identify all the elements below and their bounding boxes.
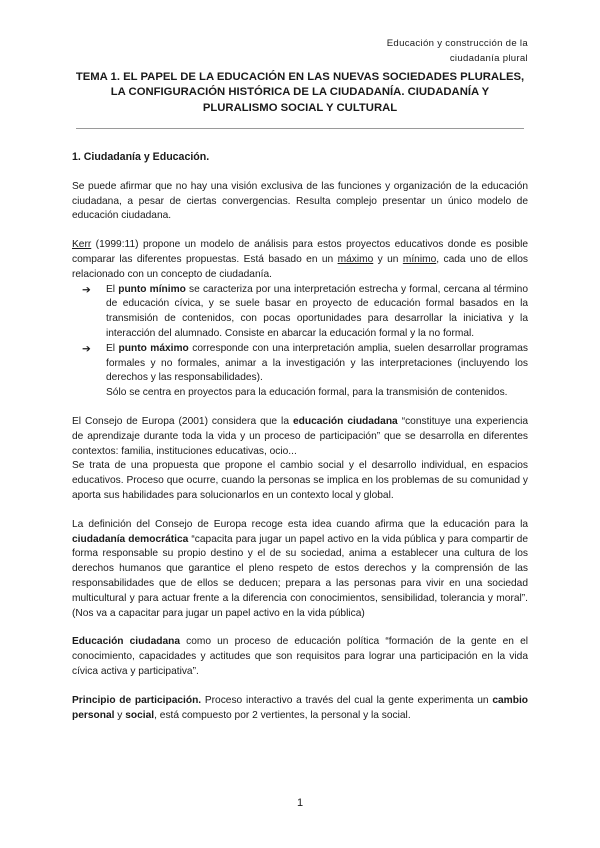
- minimo-term: mínimo: [402, 253, 437, 265]
- paragraph-definicion: La definición del Consejo de Europa recoge esta idea cuando afirma que la educación para la ciudadanía democrática “capacita para jugar un papel activo en la vida pública y para compartir de forma responsable su propio destino y el de su sociedad, anima a establecer una cultura de los derechos humanos que garantice el pleno respeto de estos derechos y la comprensión de las responsabilidades que de ellos se deducen; prepara a las personas para vivir en una sociedad multicultural y para actuar frente a la diferencia con conocimientos, sensibilidad, tolerancia y moral”. (Nos va a capacitar para jugar un papel activo en la vida pública): [72, 518, 528, 619]
- bullet-term: punto mínimo: [118, 283, 186, 295]
- paragraph-kerr: Kerr (1999:11) propone un modelo de análisis para estos proyectos educativos donde es posible comparar las diferentes propuestas. Está basado en un máximo y un mínimo, cada uno de ellos relacionado con un concepto de ciudadanía.: [72, 239, 529, 280]
- bullet-list: [72, 283, 528, 387]
- running-header-line-2: ciudadanía plural: [449, 53, 528, 64]
- paragraph-propuesta: Se trata de una propuesta que propone el cambio social y el desarrollo individual, en espacios educativos. Proceso que ocurre, cuando la personas se implica en los problemas de su comunidad y aporta sus habilidades para solucionarlos en un contexto local y global.: [72, 460, 528, 501]
- page-number: 1: [296, 797, 304, 809]
- document-title: TEMA 1. EL PAPEL DE LA EDUCACIÓN EN LAS NUEVAS SOCIEDADES PLURALES, LA CONFIGURACIÓN HISTÓRICA DE LA CIUDADANÍA. CIUDADANÍA Y PLURALISMO SOCIAL Y CULTURAL: [75, 71, 525, 114]
- paragraph-educacion-ciudadana: Educación ciudadana como un proceso de educación política “formación de la gente en el conocimiento, capacidades y actitudes que son requisitos para lograr una participación en la vida cívica activa y participativa”.: [72, 636, 528, 677]
- arrow-right-icon: ➔: [82, 342, 91, 355]
- paragraph-participacion: Principio de participación. Proceso interactivo a través del cual la gente experimenta un cambio personal y social, está compuesto por 2 vertientes, la personal y la social.: [72, 694, 528, 721]
- kerr-reference: Kerr: [72, 239, 92, 251]
- arrow-right-icon: ➔: [82, 283, 91, 296]
- list-item: ➔ El punto máximo corresponde con una interpretación amplia, suelen desarrollar programas formales y no formales, animar a la investigación y las interpretaciones (incluyendo los derechos y las responsabilidades).: [82, 342, 529, 384]
- list-item: ➔ El punto mínimo se caracteriza por una interpretación estrecha y formal, cercana al término de educación cívica, y se suele basar en proyecto de educación formal basados en la transmisión de contenidos, con pocas oportunidades para desarrollar la iniciativa y la interacción del alumnado. Consiste en abarcar la educación formal y la no formal.: [82, 283, 529, 339]
- section-heading: 1. Ciudadanía y Educación.: [72, 151, 210, 163]
- title-divider: [76, 128, 524, 129]
- maximo-term: máximo: [337, 253, 374, 265]
- paragraph-consejo: El Consejo de Europa (2001) considera que la educación ciudadana “constituye una experiencia de aprendizaje durante toda la vida y un proceso de participación” que se desarrolla en diferentes contextos: familia, instituciones educativas, ocio...: [72, 415, 528, 457]
- bullet-term: punto máximo: [118, 342, 189, 354]
- bullet-note: Sólo se centra en proyectos para la educación formal, para la transmisión de contenidos.: [106, 387, 508, 399]
- paragraph-intro: Se puede afirmar que no hay una visión exclusiva de las funciones y organización de la educación ciudadana, a pesar de ciertas convergencias. Resulta complejo presentar un único modelo de educación ciudadana.: [72, 180, 528, 222]
- running-header: [387, 36, 528, 66]
- running-header-line-1: Educación y construcción de la: [386, 38, 528, 49]
- document-body: [72, 150, 528, 723]
